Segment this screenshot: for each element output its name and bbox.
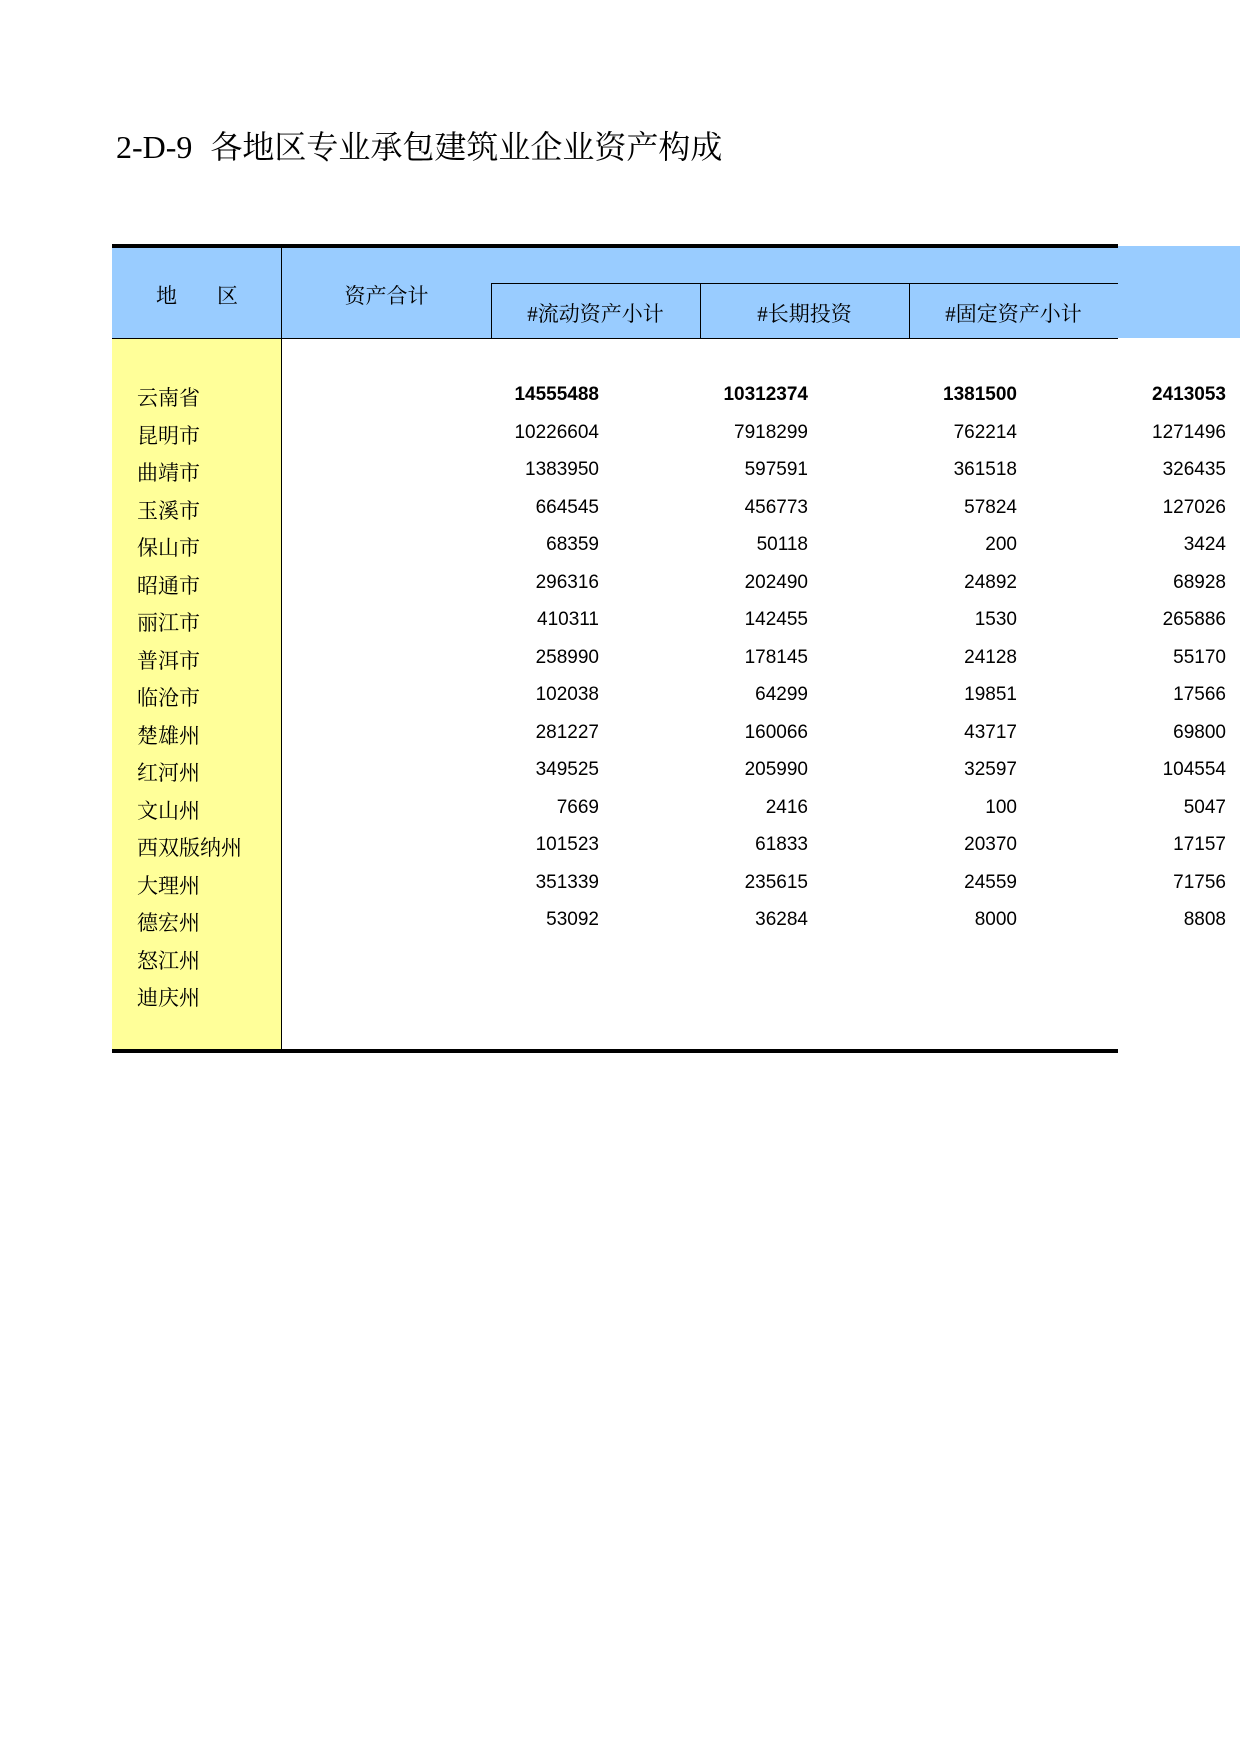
header-current-assets: #流动资产小计 (527, 302, 664, 326)
current-assets-value: 597591 (744, 459, 808, 480)
region-name: 普洱市 (137, 648, 200, 673)
total-assets-value: 102038 (535, 684, 599, 705)
table-row (112, 676, 1226, 714)
total-assets-value: 68359 (546, 534, 599, 555)
fixed-assets-value: 5047 (1183, 796, 1226, 818)
total-assets-value: 14555488 (514, 384, 599, 405)
table-row (112, 526, 1226, 564)
long-term-investment-value: 762214 (953, 421, 1017, 443)
fixed-assets-value: 68928 (1173, 571, 1226, 593)
long-term-investment-value: 24559 (964, 871, 1017, 893)
table-row (112, 751, 1226, 789)
region-name: 红河州 (137, 761, 200, 785)
long-term-investment-value: 24128 (964, 646, 1017, 668)
current-assets-value: 142455 (744, 609, 808, 630)
long-term-investment-value: 8000 (974, 909, 1017, 930)
total-assets-value: 1383950 (525, 459, 599, 480)
current-assets-value: 10312374 (723, 384, 808, 405)
table-row (112, 826, 1226, 864)
table-top-rule (112, 244, 1118, 248)
current-assets-value: 7918299 (734, 421, 808, 443)
table-row (112, 789, 1226, 827)
fixed-assets-value: 55170 (1173, 646, 1226, 668)
current-assets-value: 64299 (755, 684, 808, 705)
fixed-assets-value: 3424 (1183, 534, 1226, 555)
total-assets-value: 664545 (535, 496, 599, 518)
table-row-total (112, 376, 1226, 414)
table-title-text: 各地区专业承包建筑业企业资产构成 (210, 129, 723, 165)
region-name: 保山市 (137, 536, 200, 560)
long-term-investment-value: 24892 (964, 571, 1017, 593)
table-row (112, 489, 1226, 527)
region-name: 云南省 (137, 386, 200, 410)
fixed-assets-value: 17566 (1173, 684, 1226, 705)
region-name: 迪庆州 (137, 986, 200, 1010)
header-fixed-assets: #固定资产小计 (945, 302, 1082, 326)
long-term-investment-value: 57824 (964, 496, 1017, 518)
long-term-investment-value: 200 (985, 534, 1017, 555)
total-assets-value: 351339 (535, 871, 599, 893)
fixed-assets-value: 69800 (1173, 721, 1226, 743)
region-name: 怒江州 (137, 948, 200, 973)
fixed-assets-value: 8808 (1183, 909, 1226, 930)
table-code: 2-D-9 (116, 129, 193, 165)
total-assets-value: 349525 (535, 759, 599, 780)
table-row (112, 864, 1226, 902)
total-assets-value: 53092 (546, 909, 599, 930)
region-name: 大理州 (137, 873, 200, 898)
total-assets-value: 281227 (535, 721, 599, 743)
current-assets-value: 178145 (744, 646, 808, 668)
region-name: 丽江市 (137, 611, 200, 635)
table-row (112, 639, 1226, 677)
long-term-investment-value: 43717 (964, 721, 1017, 743)
table-row (112, 939, 1118, 977)
current-assets-value: 61833 (755, 834, 808, 855)
total-assets-value: 101523 (535, 834, 599, 855)
total-assets-value: 7669 (556, 796, 599, 818)
fixed-assets-value: 1271496 (1152, 421, 1226, 443)
fixed-assets-value: 71756 (1173, 871, 1226, 893)
total-assets-value: 410311 (537, 609, 599, 630)
table-row (112, 601, 1226, 639)
long-term-investment-value: 1381500 (943, 384, 1017, 405)
current-assets-value: 456773 (744, 496, 808, 518)
header-bottom-rule (112, 338, 1118, 339)
current-assets-value: 160066 (744, 721, 808, 743)
region-name: 楚雄州 (137, 723, 200, 748)
current-assets-value: 50118 (756, 534, 808, 555)
long-term-investment-value: 20370 (964, 834, 1017, 855)
table-bottom-rule (112, 1049, 1118, 1053)
table-row (112, 901, 1226, 939)
long-term-investment-value: 100 (985, 796, 1017, 818)
total-assets-value: 258990 (535, 646, 599, 668)
region-name: 曲靖市 (137, 461, 200, 485)
long-term-investment-value: 1530 (974, 609, 1017, 630)
header-region: 地区 (156, 284, 278, 308)
table-row (112, 451, 1226, 489)
long-term-investment-value: 32597 (964, 759, 1017, 780)
fixed-assets-value: 127026 (1162, 496, 1226, 518)
region-name: 昭通市 (137, 573, 200, 598)
long-term-investment-value: 361518 (953, 459, 1017, 480)
region-name: 昆明市 (137, 423, 200, 448)
current-assets-value: 2416 (765, 796, 808, 818)
current-assets-value: 36284 (755, 909, 808, 930)
region-name: 临沧市 (137, 686, 200, 710)
header-total-assets: 资产合计 (344, 284, 429, 308)
fixed-assets-value: 265886 (1162, 609, 1226, 630)
current-assets-value: 205990 (744, 759, 808, 780)
table-row (112, 714, 1226, 752)
region-name: 西双版纳州 (137, 836, 242, 860)
current-assets-value: 235615 (744, 871, 808, 893)
long-term-investment-value: 19851 (964, 684, 1017, 705)
header-long-term-investment: #长期投资 (757, 302, 852, 326)
fixed-assets-value: 104554 (1162, 759, 1226, 780)
region-name: 文山州 (137, 798, 200, 823)
total-assets-value: 10226604 (514, 421, 599, 443)
fixed-assets-value: 17157 (1173, 834, 1226, 855)
region-name: 玉溪市 (137, 498, 200, 523)
page-title (116, 122, 722, 168)
current-assets-value: 202490 (744, 571, 808, 593)
fixed-assets-value: 2413053 (1152, 384, 1226, 405)
table-row (112, 564, 1226, 602)
region-name: 德宏州 (137, 911, 200, 935)
total-assets-value: 296316 (535, 571, 599, 593)
fixed-assets-value: 326435 (1162, 459, 1226, 480)
table-row (112, 414, 1226, 452)
table-body (112, 376, 1226, 1014)
table-row (112, 976, 1118, 1014)
